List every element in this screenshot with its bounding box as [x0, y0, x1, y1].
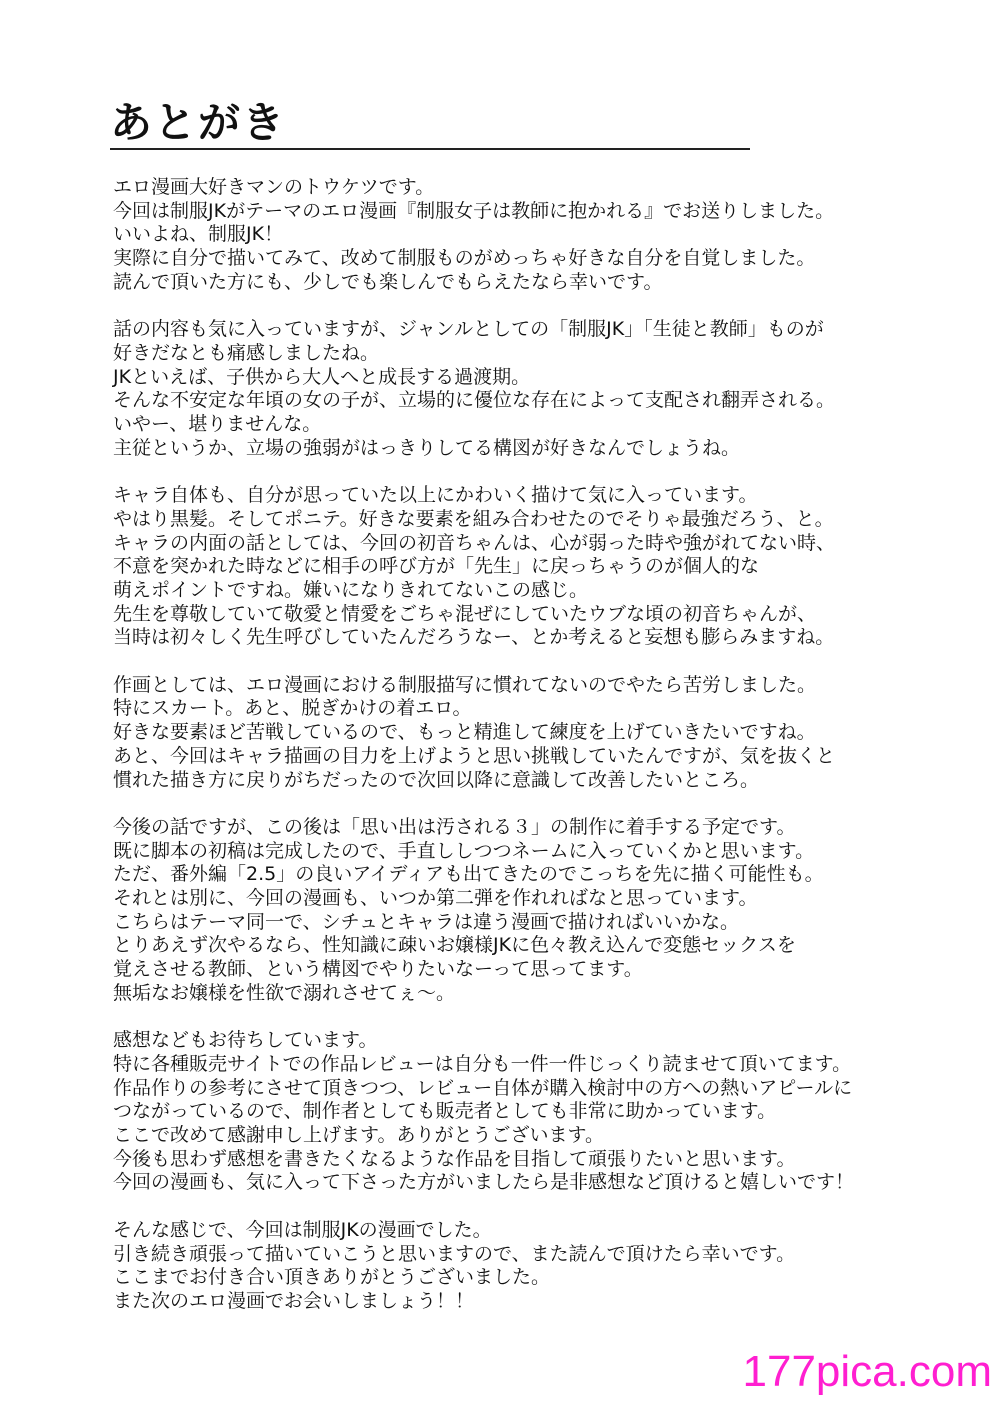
text-line: そんな不安定な年頃の女の子が、立場的に優位な存在によって支配され翻弄される。: [113, 389, 836, 412]
paragraph: [113, 816, 903, 1006]
text-line: 萌えポイントですね。嫌いになりきれてないこの感じ。: [113, 578, 589, 601]
text-line: 今回は制服JKがテーマのエロ漫画『制服女子は教師に抱かれる』でお送りしました。: [113, 199, 835, 222]
text-line: ただ、番外編「2.5」の良いアイディアも出てきたのでこっちを先に描く可能性も。: [113, 863, 824, 886]
text-line: キャラの内面の話としては、今回の初音ちゃんは、心が弱った時や強がれてない時、: [113, 531, 836, 554]
text-line: 既に脚本の初稿は完成したので、手直ししつつネームに入っていくかと思います。: [113, 839, 815, 862]
text-line: 好きな要素ほど苦戦しているので、もっと精進して練度を上げていきたいですね。: [113, 721, 816, 744]
text-line: そんな感じで、今回は制服JKの漫画でした。: [113, 1218, 492, 1241]
text-line: 実際に自分で描いてみて、改めて制服ものがめっちゃ好きな自分を自覚しました。: [113, 247, 816, 270]
text-line: 好きだなとも痛感しましたね。: [113, 341, 380, 364]
text-line: とりあえず次やるなら、性知識に疎いお嬢様JKに色々教え込んで変態セックスを: [113, 934, 796, 957]
text-line: 読んで頂いた方にも、少しでも楽しんでもらえたなら幸いです。: [113, 270, 663, 293]
paragraph: [113, 1219, 903, 1314]
page-title: あとがき: [110, 98, 287, 147]
text-line: 作画としては、エロ漫画における制服描写に慣れてないのでやたら苦労しました。: [113, 673, 817, 696]
paragraph: [113, 674, 903, 793]
text-line: 今後の話ですが、この後は「思い出は汚される３」の制作に着手する予定です。: [113, 815, 796, 838]
text-line: 特にスカート。あと、脱ぎかけの着エロ。: [113, 697, 472, 720]
text-line: 慣れた描き方に戻りがちだったので次回以降に意識して改善したいところ。: [113, 768, 760, 791]
text-line: 話の内容も気に入っていますが、ジャンルとしての「制服JK」「生徒と教師」ものが: [113, 318, 824, 341]
site-watermark: 177pica.com: [742, 1347, 992, 1396]
title-underline: [110, 148, 750, 150]
text-line: ここで改めて感謝申し上げます。ありがとうございます。: [113, 1124, 604, 1147]
afterword-body: [113, 176, 903, 1337]
text-line: あと、今回はキャラ描画の目力を上げようと思い挑戦していたんですが、気を抜くと: [113, 744, 836, 767]
text-line: 先生を尊敬していて敬愛と情愛をごちゃ混ぜにしていたウブな頃の初音ちゃんが、: [113, 602, 817, 625]
text-line: 覚えさせる教師、という構図でやりたいなーって思ってます。: [113, 958, 643, 981]
paragraph: [113, 484, 903, 650]
text-line: やはり黒髪。そしてポニテ。好きな要素を組み合わせたのでそりゃ最強だろう、と。: [113, 507, 834, 530]
text-line: つながっているので、制作者としても販売者としても非常に助かっています。: [113, 1100, 777, 1123]
text-line: それとは別に、今回の漫画も、いつか第二弾を作れればなと思っています。: [113, 887, 758, 910]
text-line: キャラ自体も、自分が思っていた以上にかわいく描けて気に入っています。: [113, 484, 758, 507]
text-line: 無垢なお嬢様を性欲で溺れさせてぇ～。: [113, 981, 456, 1004]
text-line: 今後も思わず感想を書きたくなるような作品を目指して頑張りたいと思います。: [113, 1147, 796, 1170]
text-line: 感想などもお待ちしています。: [113, 1029, 378, 1052]
text-line: エロ漫画大好きマンのトウケツです。: [113, 176, 435, 198]
text-line: 作品作りの参考にさせて頂きつつ、レビュー自体が購入検討中の方への熱いアピールに: [113, 1076, 853, 1099]
text-line: 特に各種販売サイトでの作品レビューは自分も一件一件じっくり読ませて頂いてます。: [113, 1052, 852, 1075]
text-line: いやー、堪りませんな。: [113, 413, 322, 436]
text-line: 主従というか、立場の強弱がはっきりしてる構図が好きなんでしょうね。: [113, 436, 741, 459]
text-line: ここまでお付き合い頂きありがとうございました。: [113, 1266, 551, 1289]
text-line: 今回の漫画も、気に入って下さった方がいましたら是非感想など頂けると嬉しいです！: [113, 1171, 855, 1194]
paragraph: [113, 176, 903, 295]
paragraph: [113, 318, 903, 460]
text-line: また次のエロ漫画でお会いしましょう！！: [113, 1289, 475, 1312]
text-line: 当時は初々しく先生呼びしていたんだろうなー、とか考えると妄想も膨らみますね。: [113, 626, 835, 649]
paragraph: [113, 1029, 903, 1195]
text-line: いいよね、制服JK！: [113, 223, 284, 246]
text-line: JKといえば、子供から大人へと成長する過渡期。: [113, 365, 531, 388]
text-line: こちらはテーマ同一で、シチュとキャラは違う漫画で描ければいいかな。: [113, 910, 740, 933]
text-line: 不意を突かれた時などに相手の呼び方が「先生」に戻っちゃうのが個人的な: [113, 555, 760, 578]
text-line: 引き続き頑張って描いていこうと思いますので、また読んで頂けたら幸いです。: [113, 1242, 796, 1265]
